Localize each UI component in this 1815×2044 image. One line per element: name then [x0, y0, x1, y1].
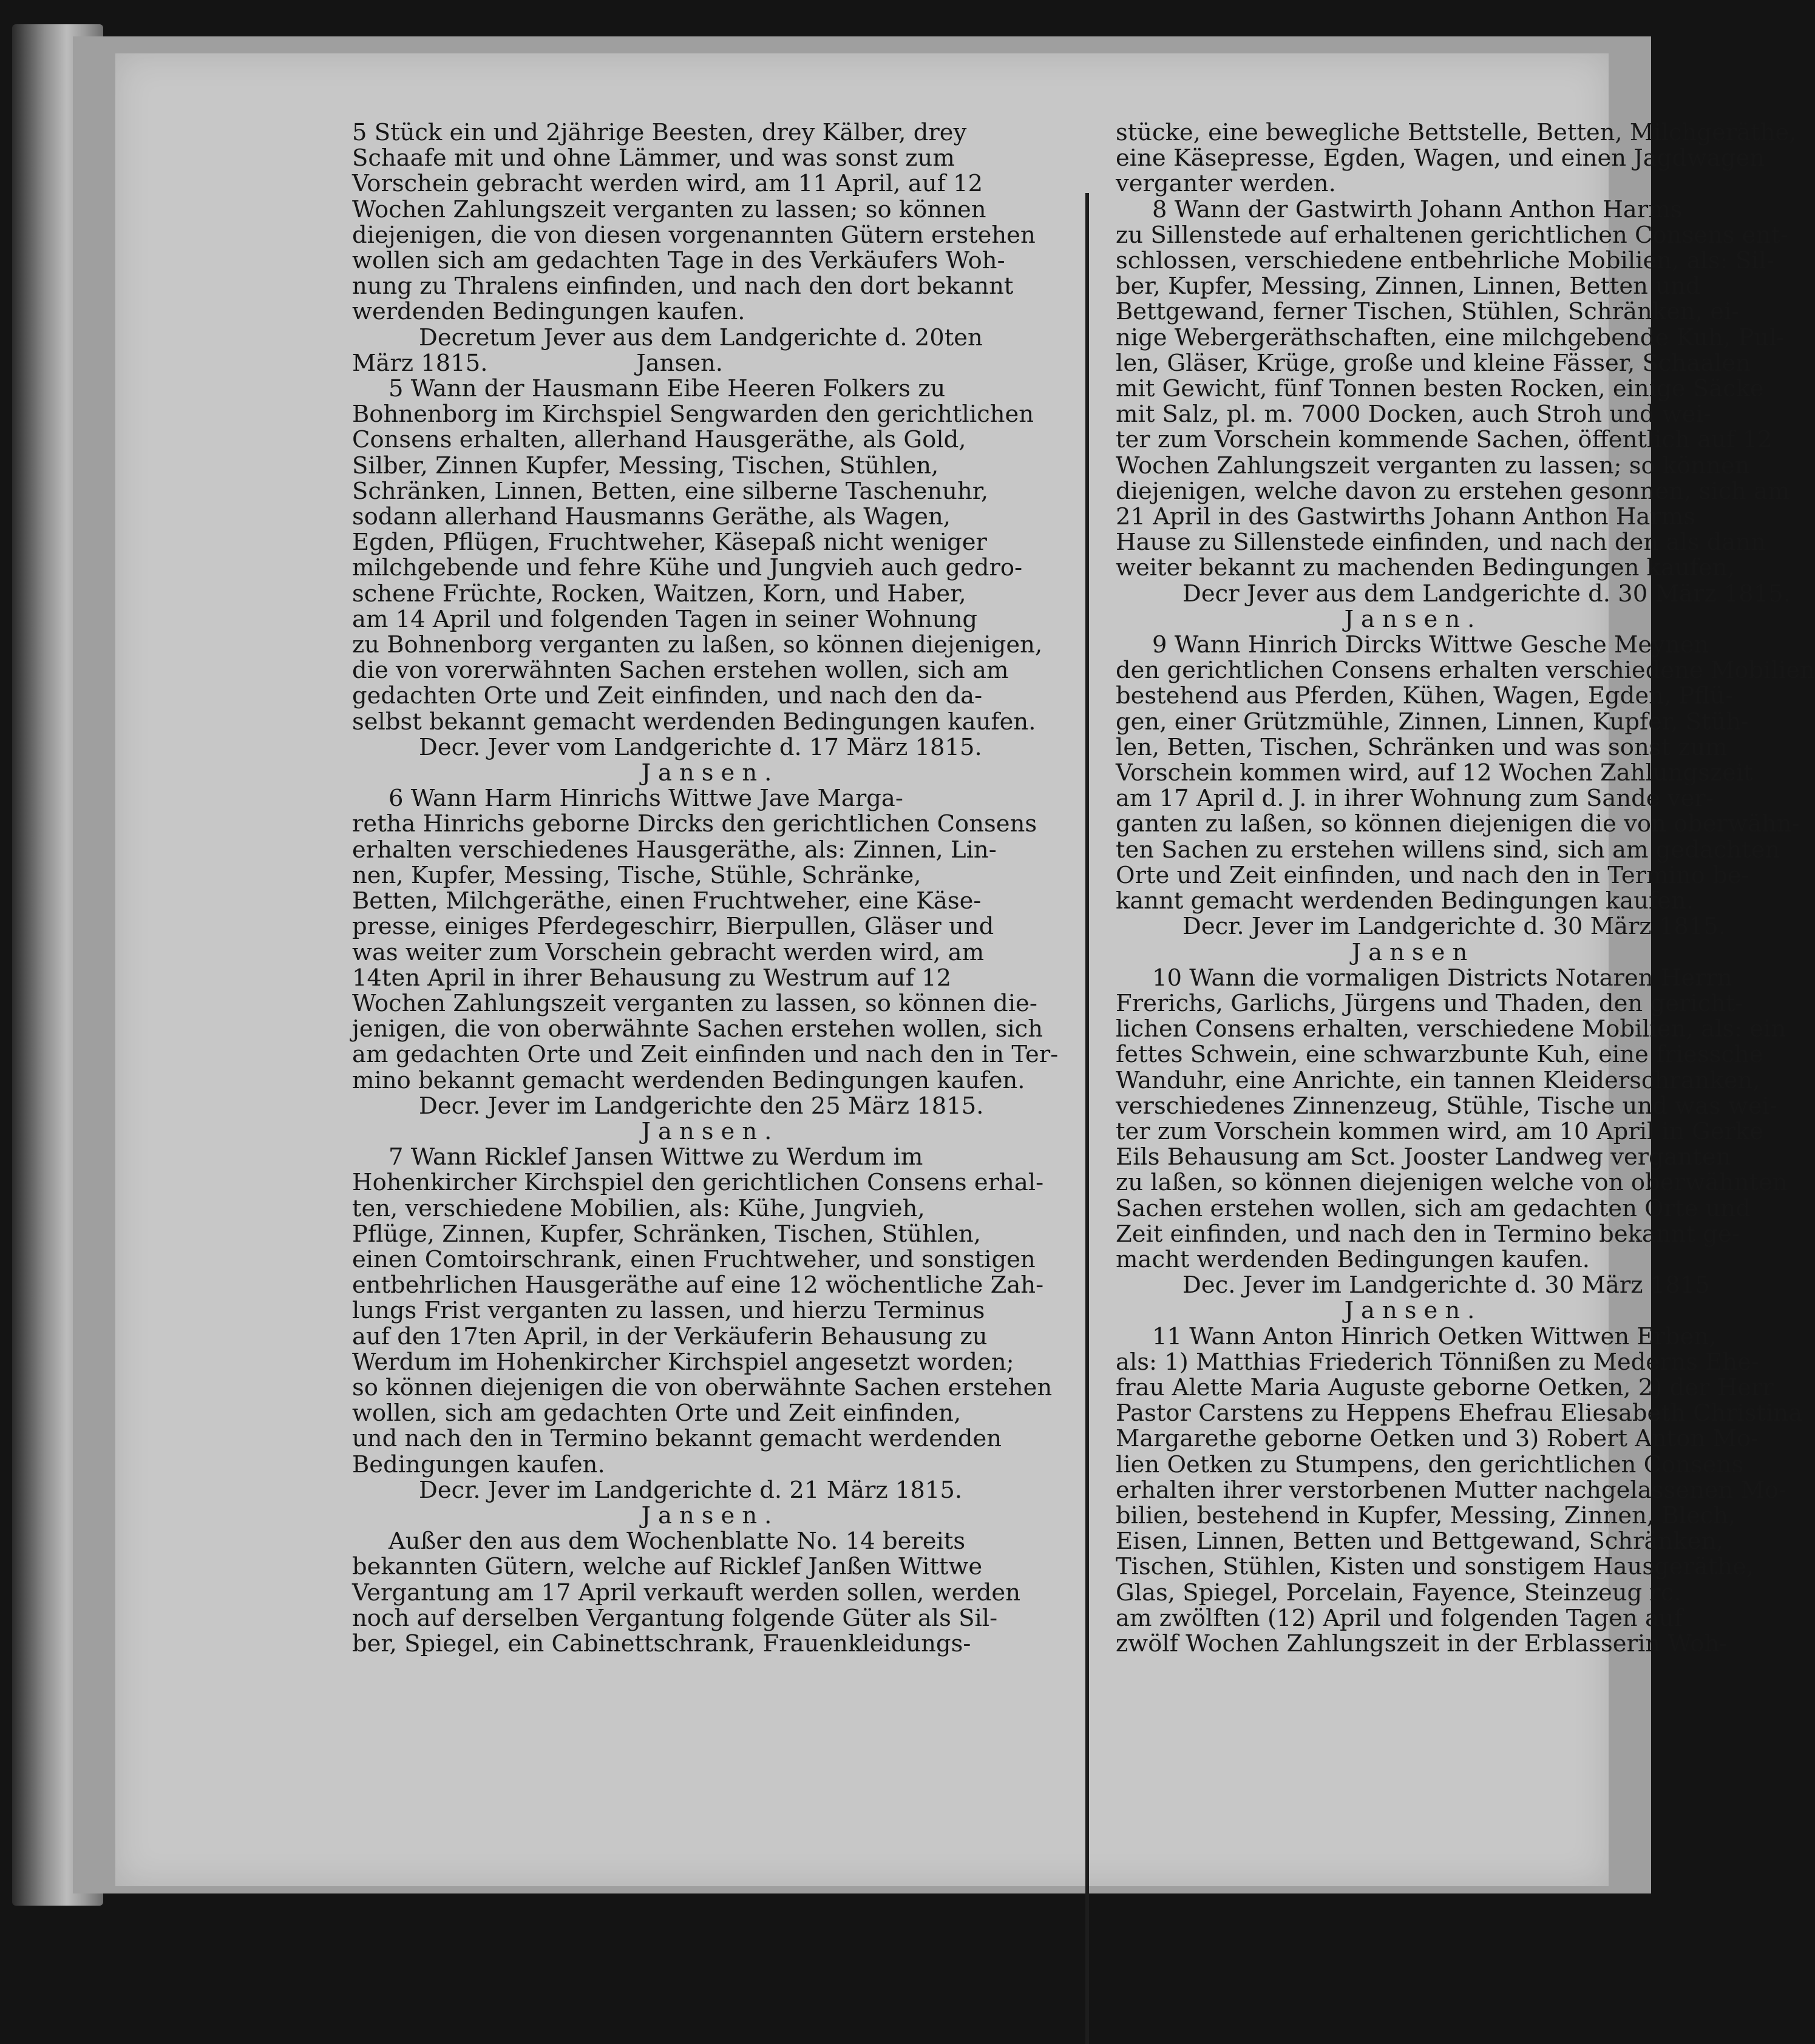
text-line: entbehrlichen Hausgeräthe auf eine 12 wöchentliche Zah- [352, 1271, 1044, 1299]
text-line: Sachen erstehen wollen, sich am gedachten Orte und [1116, 1194, 1751, 1222]
text-line: nung zu Thralens einfinden, und nach den dort bekannt [352, 272, 1014, 300]
text-line: Decr. Jever im Landgerichte d. 30 März 1815. [1182, 913, 1726, 941]
text-line: gedachten Orte und Zeit einfinden, und nach den da- [352, 682, 983, 710]
text-line: lungs Frist verganten zu lassen, und hierzu Terminus [352, 1297, 985, 1325]
text-line: jenigen, die von oberwähnte Sachen erstehen wollen, sich [352, 1015, 1043, 1043]
text-line: macht werdenden Bedingungen kaufen. [1116, 1245, 1590, 1273]
text-line: Werdum im Hohenkircher Kirchspiel angesetzt worden; [352, 1348, 1014, 1376]
text-line: retha Hinrichs geborne Dircks den gerichtlichen Consens [352, 810, 1037, 838]
text-line: zwölf Wochen Zahlungszeit in der Erblasserin Woh- [1116, 1629, 1728, 1657]
text-line: ber, Spiegel, ein Cabinettschrank, Frauenkleidungs- [352, 1629, 971, 1657]
text-line: am zwölften (12) April und folgenden Tagen auf [1116, 1604, 1683, 1632]
text-line: noch auf derselben Vergantung folgende Güter als Sil- [352, 1604, 998, 1632]
text-line: Wochen Zahlungszeit verganten zu lassen; so können [352, 195, 986, 223]
text-line: 5 Wann der Hausmann Eibe Heeren Folkers zu [388, 375, 946, 403]
text-line: verschiedenes Zinnenzeug, Stühle, Tische und was wei- [1116, 1092, 1777, 1120]
text-line: am 17 April d. J. in ihrer Wohnung zum Sande ver- [1116, 785, 1714, 813]
text-line: was weiter zum Vorschein gebracht werden wird, am [352, 938, 985, 966]
text-line: nige Webergeräthschaften, eine milchgebende Kuh, Pul- [1116, 323, 1785, 351]
right-text-column [1116, 119, 1815, 1657]
text-line: ter zum Vorschein kommen wird, am 10 April in Gerke [1116, 1117, 1764, 1145]
text-line: Egden, Pflügen, Fruchtweher, Käsepaß nicht weniger [352, 529, 987, 557]
text-line: zu laßen, so können diejenigen welche von oberwähnten [1116, 1169, 1788, 1197]
text-line: Vorschein gebracht werden wird, am 11 April, auf 12 [352, 170, 983, 198]
text-line: Margarethe geborne Oetken und 3) Robert Anton Mo- [1116, 1425, 1759, 1453]
text-line: len, Gläser, Krüge, große und kleine Fässer, Schaalen [1116, 349, 1751, 377]
text-line: erhalten verschiedenes Hausgeräthe, als: Zinnen, Lin- [352, 836, 997, 864]
text-line: zu Sillenstede auf erhaltenen gerichtlichen Consens ent- [1116, 221, 1788, 249]
text-line: Jansen [1351, 938, 1475, 966]
text-line: eine Käsepresse, Egden, Wagen, und einen Jagdwagen [1116, 144, 1765, 172]
text-line: Eils Behausung am Sct. Jooster Landweg verganten [1116, 1143, 1731, 1171]
text-line: Schaafe mit und ohne Lämmer, und was sonst zum [352, 144, 955, 172]
text-line: zu Bohnenborg verganten zu laßen, so können diejenigen, [352, 631, 1043, 659]
text-line: werdenden Bedingungen kaufen. [352, 298, 745, 326]
text-line: ten Sachen zu erstehen willens sind, sich am gedachten [1116, 836, 1780, 864]
text-line: so können diejenigen die von oberwähnte Sachen erstehen [352, 1373, 1053, 1401]
text-line: Consens erhalten, allerhand Hausgeräthe, als Gold, [352, 426, 966, 454]
text-line: Eisen, Linnen, Betten und Bettgewand, Schränken, [1116, 1528, 1724, 1555]
text-line: mit Salz, pl. m. 7000 Docken, auch Stroh und wei- [1116, 401, 1711, 428]
text-line: stücke, eine bewegliche Bettstelle, Betten, Milchgeräthe, [1116, 119, 1797, 146]
left-text-column [352, 120, 1068, 1657]
text-line: Zeit einfinden, und nach den in Termino bekannt ge- [1116, 1220, 1740, 1248]
text-line: Bedingungen kaufen. [352, 1450, 605, 1478]
text-line: mit Gewicht, fünf Tonnen besten Rocken, einige Säcke [1116, 375, 1764, 403]
text-line: Hause zu Sillenstede einfinden, und nach den als dann [1116, 529, 1766, 557]
text-line: len, Betten, Tischen, Schränken und was sonst zum [1116, 733, 1728, 761]
text-line: Pastor Carstens zu Heppens Ehefrau Eliesabeth Christina [1116, 1399, 1803, 1427]
text-line: die von vorerwähnten Sachen erstehen wollen, sich am [352, 657, 1009, 685]
text-line: Decr. Jever vom Landgerichte d. 17 März 1815. [419, 733, 982, 761]
text-line: Hohenkircher Kirchspiel den gerichtlichen Consens erhal- [352, 1169, 1044, 1197]
text-line: Jansen. [641, 759, 779, 787]
text-line: ganten zu laßen, so können diejenigen die von oberwähn- [1116, 810, 1800, 838]
text-line: diejenigen, die von diesen vorgenannten Gütern erstehen [352, 221, 1036, 249]
text-line: schene Früchte, Rocken, Waitzen, Korn, und Haber, [352, 580, 966, 607]
text-line: Betten, Milchgeräthe, einen Fruchtweher, eine Käse- [352, 887, 982, 915]
text-line: Jansen. [641, 1501, 779, 1529]
text-line: sodann allerhand Hausmanns Geräthe, als Wagen, [352, 503, 951, 531]
text-line: Frerichs, Garlichs, Jürgens und Thaden, den gericht- [1116, 989, 1743, 1017]
text-line: Wanduhr, eine Anrichte, ein tannen Kleiderschranken, [1116, 1066, 1760, 1094]
text-line: Schränken, Linnen, Betten, eine silberne Taschenuhr, [352, 477, 989, 505]
text-line: frau Alette Maria Auguste geborne Oetken, 2) der Herr [1116, 1373, 1774, 1401]
text-line: 14ten April in ihrer Behausung zu Westrum auf 12 [352, 964, 952, 992]
text-line: Jansen. [641, 1117, 779, 1145]
text-line: fettes Schwein, eine schwarzbunte Kuh, eine friessche [1116, 1041, 1763, 1069]
text-line: ten, verschiedene Mobilien, als: Kühe, Jungvieh, [352, 1194, 925, 1222]
text-line: Decr. Jever im Landgerichte den 25 März 1815. [419, 1092, 984, 1120]
text-line: Decr. Jever im Landgerichte d. 21 März 1815. [419, 1476, 963, 1504]
text-line: 5 Stück ein und 2jährige Beesten, drey Kälber, drey [352, 119, 967, 146]
text-line: Orte und Zeit einfinden, und nach den in Termino be- [1116, 861, 1749, 889]
text-line: milchgebende und fehre Kühe und Jungvieh auch gedro- [352, 554, 1023, 582]
text-line: Decr Jever aus dem Landgerichte d. 30 März 1815. [1182, 580, 1791, 607]
text-line: Dec. Jever im Landgerichte d. 30 März 1815 [1182, 1271, 1710, 1299]
text-line: 7 Wann Ricklef Jansen Wittwe zu Werdum im [388, 1143, 923, 1171]
text-line: Pflüge, Zinnen, Kupfer, Schränken, Tischen, Stühlen, [352, 1220, 982, 1248]
text-line: erhalten ihrer verstorbenen Mutter nachgelassenen Mo- [1116, 1476, 1787, 1504]
text-line: Glas, Spiegel, Porcelain, Fayence, Steinzeug rc. [1116, 1579, 1681, 1606]
text-line: lien Oetken zu Stumpens, den gerichtlichen Consens [1116, 1450, 1744, 1478]
text-line: presse, einiges Pferdegeschirr, Bierpullen, Gläser und [352, 913, 994, 941]
text-line: bekannten Gütern, welche auf Ricklef Janßen Wittwe [352, 1553, 983, 1581]
text-line: nen, Kupfer, Messing, Tische, Stühle, Schränke, [352, 861, 921, 889]
text-line: weiter bekannt zu machenden Bedingungen kaufen, [1116, 554, 1735, 582]
text-line: Bettgewand, ferner Tischen, Stühlen, Schränken, ei- [1116, 298, 1740, 326]
text-line: Decretum Jever aus dem Landgerichte d. 20ten [419, 323, 983, 351]
text-line: Bohnenborg im Kirchspiel Sengwarden den gerichtlichen [352, 401, 1034, 428]
text-line: gen, einer Grützmühle, Zinnen, Linnen, Kupfer, Stüh- [1116, 708, 1749, 736]
text-line: auf den 17ten April, in der Verkäuferin Behausung zu [352, 1322, 988, 1350]
text-line: Silber, Zinnen Kupfer, Messing, Tischen, Stühlen, [352, 452, 939, 479]
text-line: wollen sich am gedachten Tage in des Verkäufers Woh- [352, 247, 1005, 275]
text-line: Wochen Zahlungszeit verganten zu lassen, so können die- [352, 989, 1037, 1017]
text-line: 11 Wann Anton Hinrich Oetken Wittwen Erben, [1152, 1322, 1717, 1350]
text-line: diejenigen, welche davon zu erstehen gesonnen, sich am [1116, 477, 1790, 505]
text-line: den gerichtlichen Consens erhalten verschiedene Mobilien [1116, 657, 1815, 685]
text-line: als: 1) Matthias Friederich Tönnißen zu Mederns Ehe- [1116, 1348, 1759, 1376]
text-line: 21 April in des Gastwirths Johann Anthon Harms [1116, 503, 1696, 531]
text-line: schlossen, verschiedene entbehrliche Mobilien, als: Sil- [1116, 247, 1774, 275]
text-line: kannt gemacht werdenden Bedingungen kaufen. [1116, 887, 1694, 915]
text-line: März 1815. Jansen. [352, 349, 724, 377]
text-line: verganter werden. [1116, 170, 1336, 198]
text-line: und nach den in Termino bekannt gemacht werdenden [352, 1425, 1002, 1453]
text-line: bestehend aus Pferden, Kühen, Wagen, Egden, Pflü- [1116, 682, 1733, 710]
column-divider-rule [1085, 193, 1089, 2044]
text-line: wollen, sich am gedachten Orte und Zeit einfinden, [352, 1399, 962, 1427]
text-line: bilien, bestehend in Kupfer, Messing, Zinnen, Blech, [1116, 1501, 1736, 1529]
text-line: Vergantung am 17 April verkauft werden sollen, werden [352, 1579, 1021, 1606]
text-line: selbst bekannt gemacht werdenden Bedingungen kaufen. [352, 708, 1036, 736]
text-line: mino bekannt gemacht werdenden Bedingungen kaufen. [352, 1066, 1025, 1094]
text-line: Vorschein kommen wird, auf 12 Wochen Zahlungszeit [1116, 759, 1753, 787]
text-line: ter zum Vorschein kommende Sachen, öffentlich auf 12 [1116, 426, 1773, 454]
text-line: ber, Kupfer, Messing, Zinnen, Linnen, Betten und [1116, 272, 1701, 300]
text-line: Tischen, Stühlen, Kisten und sonstigem Hausgeräthe, [1116, 1553, 1754, 1581]
text-line: 9 Wann Hinrich Dircks Wittwe Gesche Meynen [1152, 631, 1709, 659]
text-line: lichen Consens erhalten, verschiedene Mobilien, als: ein [1116, 1015, 1786, 1043]
text-line: am 14 April und folgenden Tagen in seiner Wohnung [352, 605, 978, 633]
text-line: Jansen. [1344, 605, 1482, 633]
text-line: 10 Wann die vormaligen Districts Notaren Herrn [1152, 964, 1732, 992]
text-line: am gedachten Orte und Zeit einfinden und nach den in Ter- [352, 1041, 1059, 1069]
text-line: 8 Wann der Gastwirth Johann Anthon Harms [1152, 195, 1683, 223]
text-line: 6 Wann Harm Hinrichs Wittwe Jave Marga- [388, 785, 903, 813]
newspaper-page [115, 53, 1815, 1886]
text-line: einen Comtoirschrank, einen Fruchtweher, und sonstigen [352, 1245, 1036, 1273]
text-line: Wochen Zahlungszeit verganten zu lassen; so können [1116, 452, 1750, 479]
text-line: Außer den aus dem Wochenblatte No. 14 bereits [388, 1528, 966, 1555]
text-line: Jansen. [1344, 1297, 1482, 1325]
